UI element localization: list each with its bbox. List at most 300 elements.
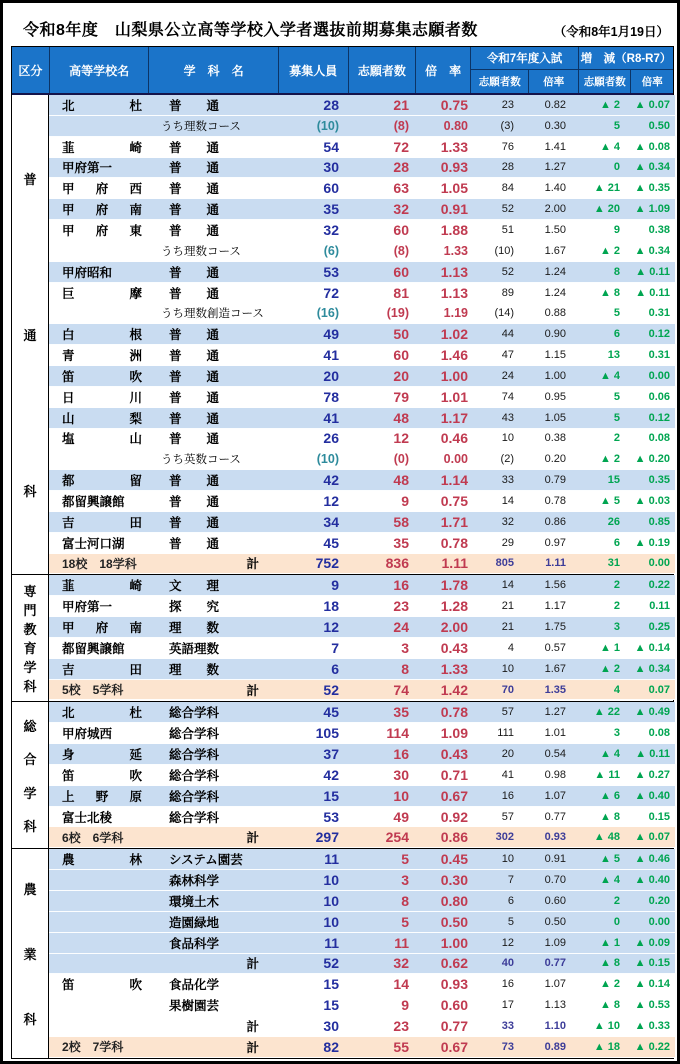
cell-ratio: 0.43 — [440, 746, 468, 763]
cell-ratio: 1.02 — [440, 326, 468, 343]
cell-change-applicants: ▲ 20 — [593, 203, 620, 216]
cell-dept: 果樹園芸 — [169, 999, 220, 1014]
cell-change-applicants: 8 — [613, 265, 620, 278]
cell-recruit: 78 — [323, 388, 339, 405]
table-row — [49, 366, 675, 387]
cell-change-ratio: 0.31 — [648, 349, 670, 362]
cell-r7-applicants: 57 — [501, 706, 514, 719]
cell-r7-applicants: 33 — [501, 1019, 514, 1032]
cell-school: 6校 6学科 — [62, 830, 124, 845]
cell-r7-ratio: 1.35 — [544, 683, 566, 696]
cell-r7-ratio: 0.97 — [544, 536, 566, 549]
cell-ratio: 0.60 — [440, 997, 468, 1014]
header-change-applicants: 志願者数 — [583, 76, 626, 88]
cell-r7-ratio: 1.13 — [544, 999, 566, 1012]
cell-r7-ratio: 0.86 — [544, 515, 566, 528]
cell-dept: 環境土木 — [169, 894, 220, 909]
cell-recruit: (10) — [316, 118, 339, 133]
cell-change-ratio: ▲ 0.09 — [634, 936, 670, 949]
cell-school: 甲府西 — [62, 182, 142, 197]
cell-change-applicants: 3 — [613, 621, 620, 634]
table-row — [49, 178, 675, 199]
cell-recruit: 45 — [323, 534, 339, 551]
cell-school — [49, 933, 149, 953]
cell-recruit: 53 — [323, 808, 339, 825]
cell-change-applicants: 5 — [613, 119, 620, 132]
table-row — [49, 137, 675, 158]
cell-dept: 総合学科 — [169, 768, 220, 783]
cell-dept: 総合学科 — [169, 789, 220, 804]
table-row — [49, 429, 675, 450]
cell-ratio: 1.42 — [440, 681, 468, 698]
header-recruit: 募集人員 — [278, 47, 348, 93]
cell-school: 甲府第一 — [62, 600, 113, 615]
cell-recruit: 7 — [331, 639, 339, 656]
course-row — [49, 303, 675, 324]
cell-r7-applicants: 20 — [501, 748, 514, 761]
cell-change-applicants: ▲ 2 — [599, 244, 620, 257]
cell-dept: 英語理数 — [169, 641, 220, 656]
table-row — [49, 912, 675, 933]
cell-applicants: 35 — [393, 534, 409, 551]
cell-school: 農林 — [62, 853, 142, 868]
cell-recruit: 37 — [323, 746, 339, 763]
cell-r7-ratio: 1.27 — [544, 706, 566, 719]
cell-school — [49, 449, 149, 469]
header-r7-group — [470, 47, 578, 93]
cell-dept: うち英数コース — [161, 454, 241, 467]
cell-r7-applicants: 23 — [501, 98, 514, 111]
cell-r7-applicants: 29 — [501, 536, 514, 549]
category-label: 専 門 教 育 学 科 — [12, 575, 49, 701]
cell-dept: 普通 — [169, 286, 219, 301]
cell-school — [49, 995, 149, 1015]
cell-school: 韮崎 — [62, 579, 142, 594]
cell-ratio: 1.14 — [440, 472, 468, 489]
cell-applicants: 8 — [401, 892, 409, 909]
cell-change-applicants: ▲ 11 — [594, 768, 620, 781]
cell-dept: 普通 — [169, 536, 219, 551]
header-ratio: 倍 率 — [415, 47, 470, 93]
cell-recruit: 41 — [323, 409, 339, 426]
cell-r7-ratio: 0.30 — [544, 119, 566, 132]
cell-r7-applicants: 73 — [501, 1040, 514, 1053]
table-row — [49, 470, 675, 491]
cell-ratio: 1.09 — [440, 725, 468, 742]
course-row — [49, 241, 675, 262]
cell-applicants: 12 — [393, 430, 409, 447]
cell-dept: うち理数創造コース — [161, 308, 264, 321]
cell-r7-ratio: 0.91 — [544, 853, 566, 866]
table-row — [49, 744, 675, 765]
cell-dept: 普通 — [169, 328, 219, 343]
cell-applicants: 55 — [393, 1038, 409, 1055]
cell-dept: 計 — [246, 831, 259, 846]
cell-r7-applicants: 16 — [501, 789, 514, 802]
cell-dept: 計 — [246, 557, 259, 572]
cell-r7-ratio: 1.40 — [544, 182, 566, 195]
cell-applicants: 21 — [393, 96, 409, 113]
cell-r7-ratio: 0.54 — [544, 748, 566, 761]
total-row — [49, 554, 675, 575]
table-row — [49, 324, 675, 345]
cell-dept: 普通 — [169, 349, 219, 364]
cell-r7-ratio: 0.93 — [544, 831, 566, 844]
cell-change-applicants: ▲ 2 — [599, 98, 620, 111]
cell-recruit: 53 — [323, 263, 339, 280]
table-row — [49, 512, 675, 533]
table-row — [49, 95, 675, 116]
cell-change-applicants: 4 — [613, 683, 620, 696]
cell-r7-applicants: 111 — [497, 727, 514, 740]
cell-school: 5校 5学科 — [62, 683, 124, 698]
cell-change-applicants: 26 — [607, 515, 620, 528]
cell-dept: 理数 — [169, 662, 219, 677]
cell-r7-applicants: 43 — [501, 411, 514, 424]
cell-recruit: (10) — [316, 452, 339, 467]
cell-school: 甲府城西 — [62, 727, 113, 742]
cell-change-applicants: ▲ 2 — [599, 978, 620, 991]
cell-recruit: 72 — [323, 284, 339, 301]
cell-r7-ratio: 1.24 — [544, 286, 566, 299]
cell-dept: うち理数コース — [161, 120, 241, 133]
cell-dept: 普通 — [169, 140, 219, 155]
header-dept: 学 科 名 — [148, 47, 277, 93]
cell-applicants: 11 — [394, 934, 409, 951]
cell-r7-applicants: 52 — [501, 265, 514, 278]
cell-r7-applicants: 10 — [501, 662, 514, 675]
cell-r7-applicants: 21 — [501, 600, 514, 613]
cell-dept: 食品化学 — [169, 978, 220, 993]
cell-change-applicants: 0 — [613, 161, 620, 174]
cell-change-applicants: 2 — [613, 600, 620, 613]
cell-r7-applicants: 51 — [501, 223, 514, 236]
cell-change-applicants: ▲ 10 — [593, 1019, 620, 1032]
cell-ratio: 1.19 — [443, 306, 468, 321]
cell-dept: 普通 — [169, 474, 219, 489]
cell-school — [49, 303, 149, 323]
cell-applicants: 50 — [393, 326, 409, 343]
cell-dept: 計 — [246, 683, 259, 698]
cell-ratio: 0.93 — [440, 976, 468, 993]
cell-change-applicants: ▲ 5 — [599, 853, 620, 866]
cell-change-applicants: 6 — [613, 328, 620, 341]
cell-r7-ratio: 1.09 — [544, 936, 566, 949]
cell-r7-applicants: 21 — [501, 621, 514, 634]
cell-recruit: 32 — [323, 221, 339, 238]
subtotal-row — [49, 1016, 675, 1037]
table-row — [49, 891, 675, 912]
cell-recruit: 20 — [323, 367, 339, 384]
table-row — [49, 974, 675, 995]
table-row — [49, 870, 675, 891]
cell-r7-ratio: 1.56 — [544, 579, 566, 592]
cell-change-ratio: ▲ 0.19 — [634, 536, 670, 549]
table-row — [49, 262, 675, 283]
cell-r7-applicants: 40 — [501, 957, 514, 970]
cell-school: 笛吹 — [62, 369, 142, 384]
table-row — [49, 786, 675, 807]
cell-r7-ratio: 0.20 — [544, 453, 566, 466]
cell-recruit: 41 — [323, 347, 339, 364]
cell-dept: 文理 — [169, 579, 219, 594]
cell-recruit: 30 — [323, 159, 339, 176]
cell-school: 甲府南 — [62, 203, 142, 218]
cell-r7-ratio: 1.07 — [544, 978, 566, 991]
cell-change-ratio: ▲ 1.09 — [634, 203, 670, 216]
cell-change-applicants: 0 — [613, 915, 620, 928]
cell-recruit: 15 — [323, 997, 339, 1014]
cell-change-applicants: ▲ 8 — [599, 286, 620, 299]
cell-change-applicants: ▲ 8 — [599, 957, 620, 970]
section-comprehensive — [12, 702, 673, 849]
cell-change-ratio: 0.11 — [649, 600, 670, 613]
cell-r7-applicants: 14 — [501, 579, 514, 592]
cell-dept: 普通 — [169, 515, 219, 530]
table-row — [49, 533, 675, 554]
table-header — [12, 47, 673, 95]
section-specialized — [12, 575, 673, 702]
cell-r7-ratio: 0.70 — [544, 874, 566, 887]
cell-applicants: 24 — [393, 619, 409, 636]
section-general — [12, 95, 673, 575]
cell-dept: 普通 — [169, 390, 219, 405]
cell-r7-applicants: 10 — [501, 853, 514, 866]
cell-school — [49, 116, 149, 136]
table-sections — [12, 95, 673, 1058]
cell-change-ratio: 0.38 — [648, 223, 670, 236]
cell-recruit: 12 — [323, 619, 339, 636]
cell-r7-applicants: (2) — [500, 453, 514, 466]
cell-change-ratio: ▲ 0.14 — [634, 978, 670, 991]
cell-r7-applicants: 74 — [501, 390, 514, 403]
cell-change-applicants: ▲ 22 — [593, 706, 620, 719]
cell-school: 富士河口湖 — [62, 536, 125, 551]
cell-recruit: 28 — [323, 96, 339, 113]
cell-applicants: 254 — [385, 829, 409, 846]
cell-r7-ratio: 1.50 — [544, 223, 566, 236]
cell-change-ratio: 0.12 — [648, 411, 670, 424]
cell-change-ratio: ▲ 0.22 — [634, 1040, 670, 1053]
cell-change-ratio: 0.85 — [648, 515, 670, 528]
cell-change-applicants: 5 — [613, 411, 620, 424]
cell-ratio: 0.80 — [443, 118, 468, 133]
cell-ratio: 1.11 — [441, 555, 468, 572]
cell-change-ratio: ▲ 0.40 — [634, 874, 670, 887]
cell-change-ratio: 0.08 — [648, 727, 670, 740]
cell-change-ratio: ▲ 0.14 — [634, 641, 670, 654]
cell-r7-ratio: 1.07 — [544, 789, 566, 802]
cell-school: 吉田 — [62, 662, 142, 677]
cell-ratio: 1.01 — [440, 388, 468, 405]
cell-change-ratio: 0.25 — [648, 621, 670, 634]
cell-r7-applicants: 302 — [495, 831, 514, 844]
cell-r7-ratio: 1.15 — [544, 349, 566, 362]
cell-ratio: 0.30 — [440, 872, 468, 889]
cell-recruit: 54 — [323, 138, 339, 155]
cell-change-ratio: ▲ 0.03 — [634, 494, 670, 507]
cell-school — [49, 241, 149, 261]
cell-applicants: (8) — [393, 118, 409, 133]
subtotal-row — [49, 954, 675, 975]
cell-recruit: 82 — [323, 1038, 339, 1055]
cell-dept: うち理数コース — [161, 245, 241, 258]
cell-change-ratio: ▲ 0.07 — [634, 98, 670, 111]
cell-change-applicants: ▲ 6 — [599, 789, 620, 802]
table-row — [49, 283, 675, 304]
cell-recruit: (6) — [323, 243, 339, 258]
cell-school: 山梨 — [62, 411, 142, 426]
cell-school: 甲府昭和 — [62, 265, 113, 280]
cell-change-applicants: 5 — [613, 307, 620, 320]
header-applicants: 志願者数 — [348, 47, 416, 93]
cell-change-applicants: 5 — [613, 390, 620, 403]
cell-r7-applicants: 24 — [501, 369, 514, 382]
category-label: 農 業 科 — [12, 849, 49, 1057]
header-r7-applicants: 志願者数 — [478, 76, 521, 88]
cell-school: 北杜 — [62, 706, 142, 721]
cell-recruit: 10 — [323, 892, 339, 909]
cell-school: 18校 18学科 — [62, 556, 137, 571]
cell-r7-applicants: 805 — [495, 557, 514, 570]
cell-school: 塩山 — [62, 432, 142, 447]
cell-change-ratio: ▲ 0.53 — [634, 999, 670, 1012]
cell-ratio: 0.50 — [440, 913, 468, 930]
cell-ratio: 0.78 — [440, 704, 468, 721]
cell-dept: 総合学科 — [169, 706, 220, 721]
cell-applicants: 32 — [393, 955, 409, 972]
cell-applicants: (19) — [386, 306, 409, 321]
cell-applicants: 30 — [393, 766, 409, 783]
cell-ratio: 0.75 — [440, 96, 468, 113]
cell-r7-applicants: 7 — [507, 874, 514, 887]
cell-r7-ratio: 1.01 — [544, 727, 566, 740]
cell-change-ratio: 0.07 — [648, 683, 670, 696]
section-agriculture — [12, 849, 673, 1057]
cell-applicants: 72 — [393, 138, 409, 155]
table-row — [49, 596, 675, 617]
cell-school: 巨摩 — [62, 286, 142, 301]
cell-dept: 普通 — [169, 98, 219, 113]
cell-dept: 理数 — [169, 621, 219, 636]
cell-applicants: 63 — [393, 180, 409, 197]
cell-ratio: 1.00 — [440, 934, 468, 951]
cell-recruit: 35 — [323, 201, 339, 218]
cell-ratio: 1.05 — [440, 180, 468, 197]
cell-recruit: 105 — [315, 725, 339, 742]
cell-r7-applicants: 12 — [501, 936, 514, 949]
cell-r7-applicants: 17 — [501, 999, 514, 1012]
cell-ratio: 0.43 — [440, 639, 468, 656]
cell-r7-applicants: 28 — [501, 161, 514, 174]
cell-r7-applicants: 57 — [501, 810, 514, 823]
cell-school: 日川 — [62, 390, 142, 405]
cell-applicants: 114 — [386, 725, 409, 742]
cell-r7-ratio: 0.78 — [544, 494, 566, 507]
cell-r7-ratio: 1.75 — [544, 621, 566, 634]
cell-change-applicants: ▲ 48 — [593, 831, 620, 844]
cell-ratio: 0.86 — [440, 829, 468, 846]
cell-r7-ratio: 1.10 — [544, 1019, 566, 1032]
cell-change-ratio: ▲ 0.35 — [634, 182, 670, 195]
table-row — [49, 158, 675, 179]
cell-ratio: 1.13 — [440, 284, 468, 301]
cell-change-ratio: 0.31 — [648, 307, 670, 320]
cell-applicants: 81 — [393, 284, 409, 301]
table-row — [49, 408, 675, 429]
cell-applicants: 9 — [401, 997, 409, 1014]
header-school: 高等学校名 — [49, 47, 149, 93]
cell-change-applicants: 15 — [607, 474, 620, 487]
cell-recruit: 42 — [323, 472, 339, 489]
cell-dept: 普通 — [169, 411, 219, 426]
cell-change-applicants: ▲ 5 — [599, 494, 620, 507]
total-row — [49, 680, 675, 701]
cell-r7-ratio: 2.00 — [544, 203, 566, 216]
cell-school: 身延 — [62, 748, 142, 763]
cell-applicants: 3 — [401, 872, 409, 889]
cell-r7-applicants: (14) — [494, 307, 514, 320]
header-change-group — [578, 47, 673, 93]
table-row — [49, 849, 675, 870]
cell-school: 北杜 — [62, 98, 142, 113]
cell-dept: 森林科学 — [169, 874, 220, 889]
cell-r7-applicants: 84 — [501, 182, 514, 195]
cell-r7-applicants: 32 — [501, 515, 514, 528]
header-change-ratio: 倍率 — [630, 70, 673, 93]
cell-change-ratio: 0.00 — [648, 557, 670, 570]
cell-applicants: 836 — [385, 555, 409, 572]
cell-school: 笛吹 — [62, 978, 142, 993]
cell-change-applicants: ▲ 4 — [599, 874, 620, 887]
cell-school — [49, 954, 149, 974]
cell-applicants: 5 — [401, 851, 409, 868]
cell-applicants: 58 — [393, 513, 409, 530]
cell-dept: 総合学科 — [169, 748, 220, 763]
cell-dept: 普通 — [169, 494, 219, 509]
table-row — [49, 345, 675, 366]
cell-school: 都留 — [62, 474, 142, 489]
cell-recruit: 11 — [324, 934, 339, 951]
cell-ratio: 0.75 — [440, 492, 468, 509]
cell-applicants: 5 — [401, 913, 409, 930]
cell-change-applicants: ▲ 4 — [599, 748, 620, 761]
cell-r7-ratio: 1.67 — [544, 244, 566, 257]
cell-school: 都留興譲館 — [62, 494, 125, 509]
cell-recruit: 6 — [331, 660, 339, 677]
cell-r7-ratio: 1.67 — [544, 662, 566, 675]
cell-ratio: 0.80 — [440, 892, 468, 909]
cell-dept: 普通 — [169, 161, 219, 176]
cell-change-ratio: ▲ 0.27 — [634, 768, 670, 781]
cell-change-applicants: ▲ 4 — [599, 369, 620, 382]
cell-recruit: 10 — [323, 913, 339, 930]
cell-r7-ratio: 1.27 — [544, 161, 566, 174]
cell-change-applicants: 9 — [613, 223, 620, 236]
cell-dept: 総合学科 — [169, 810, 220, 825]
cell-r7-ratio: 1.17 — [544, 600, 566, 613]
cell-recruit: 26 — [323, 430, 339, 447]
cell-applicants: 9 — [401, 492, 409, 509]
cell-school: 甲府東 — [62, 223, 142, 238]
cell-change-ratio: ▲ 0.34 — [634, 662, 670, 675]
cell-applicants: (0) — [393, 452, 409, 467]
cell-school: 甲府第一 — [62, 161, 113, 176]
cell-change-ratio: 0.08 — [648, 432, 670, 445]
table-row — [49, 199, 675, 220]
cell-r7-applicants: 70 — [501, 683, 514, 696]
cell-change-ratio: 0.50 — [648, 119, 670, 132]
